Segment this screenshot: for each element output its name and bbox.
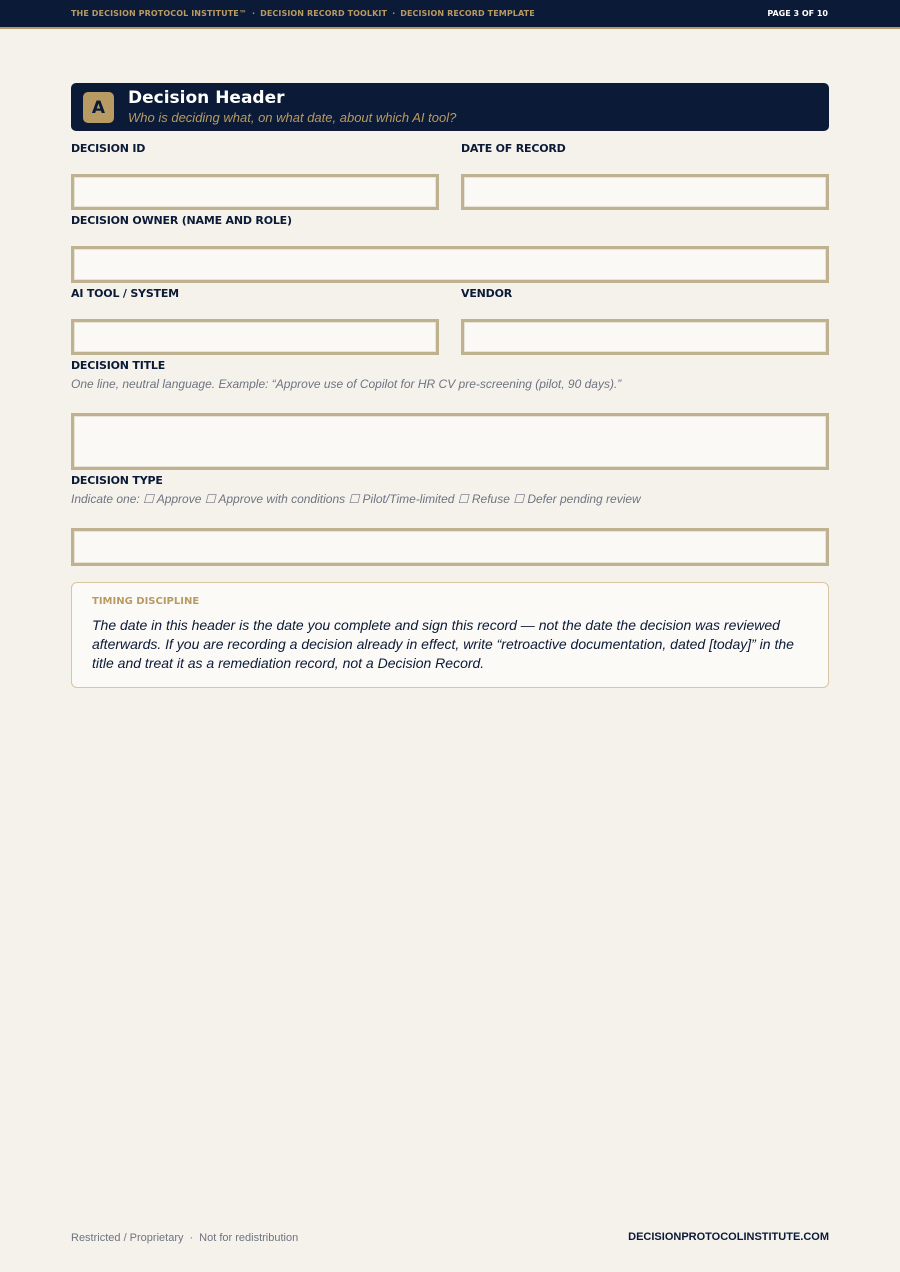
breadcrumb — [71, 9, 535, 18]
breadcrumb-separator: · — [392, 9, 396, 18]
footer-separator: · — [189, 1232, 194, 1244]
section-letter-badge: A — [83, 92, 114, 123]
date-of-record-field[interactable] — [461, 174, 829, 210]
section-title: Decision Header — [128, 88, 285, 108]
breadcrumb-toolkit: DECISION RECORD TOOLKIT — [260, 9, 388, 18]
ai-tool-label: AI TOOL / SYSTEM — [71, 287, 179, 300]
decision-title-hint: One line, neutral language. Example: “Approve use of Copilot for HR CV pre-screening (pilot, 90 days).” — [71, 377, 622, 391]
page-indicator: PAGE 3 OF 10 — [767, 9, 828, 18]
note-body: The date in this header is the date you complete and sign this record — not the date the decision was reviewed afterwards. If you are recording a decision already in effect, write “retroactive documentation, dated [today]” in the title and treat it as a remediation record, not a Decision Record. — [92, 617, 794, 671]
breadcrumb-institute: THE DECISION PROTOCOL INSTITUTE™ — [71, 9, 247, 18]
breadcrumb-separator: · — [251, 9, 256, 18]
footer-website: DECISIONPROTOCOLINSTITUTE.COM — [628, 1231, 829, 1243]
decision-owner-label: DECISION OWNER (NAME AND ROLE) — [71, 214, 292, 227]
timing-discipline-note — [71, 582, 829, 688]
date-of-record-label: DATE OF RECORD — [461, 142, 566, 155]
note-title: TIMING DISCIPLINE — [92, 596, 200, 607]
top-header-bar — [0, 0, 900, 29]
decision-id-label: DECISION ID — [71, 142, 146, 155]
vendor-field[interactable] — [461, 319, 829, 355]
ai-tool-field[interactable] — [71, 319, 439, 355]
footer-notice — [71, 1232, 298, 1244]
decision-title-label: DECISION TITLE — [71, 359, 166, 372]
vendor-label: VENDOR — [461, 287, 512, 300]
decision-title-field[interactable] — [71, 413, 829, 470]
decision-type-field[interactable] — [71, 528, 829, 566]
section-banner — [71, 83, 829, 131]
section-subtitle: Who is deciding what, on what date, about which AI tool? — [128, 110, 457, 125]
decision-owner-field[interactable] — [71, 246, 829, 283]
decision-type-label: DECISION TYPE — [71, 474, 163, 487]
decision-id-field[interactable] — [71, 174, 439, 210]
footer-restricted: Restricted / Proprietary — [71, 1232, 184, 1244]
breadcrumb-template: DECISION RECORD TEMPLATE — [400, 9, 535, 18]
footer-redistribution: Not for redistribution — [199, 1232, 299, 1244]
decision-type-hint: Indicate one: ☐ Approve ☐ Approve with conditions ☐ Pilot/Time-limited ☐ Refuse ☐ Defer pending review — [71, 492, 641, 506]
